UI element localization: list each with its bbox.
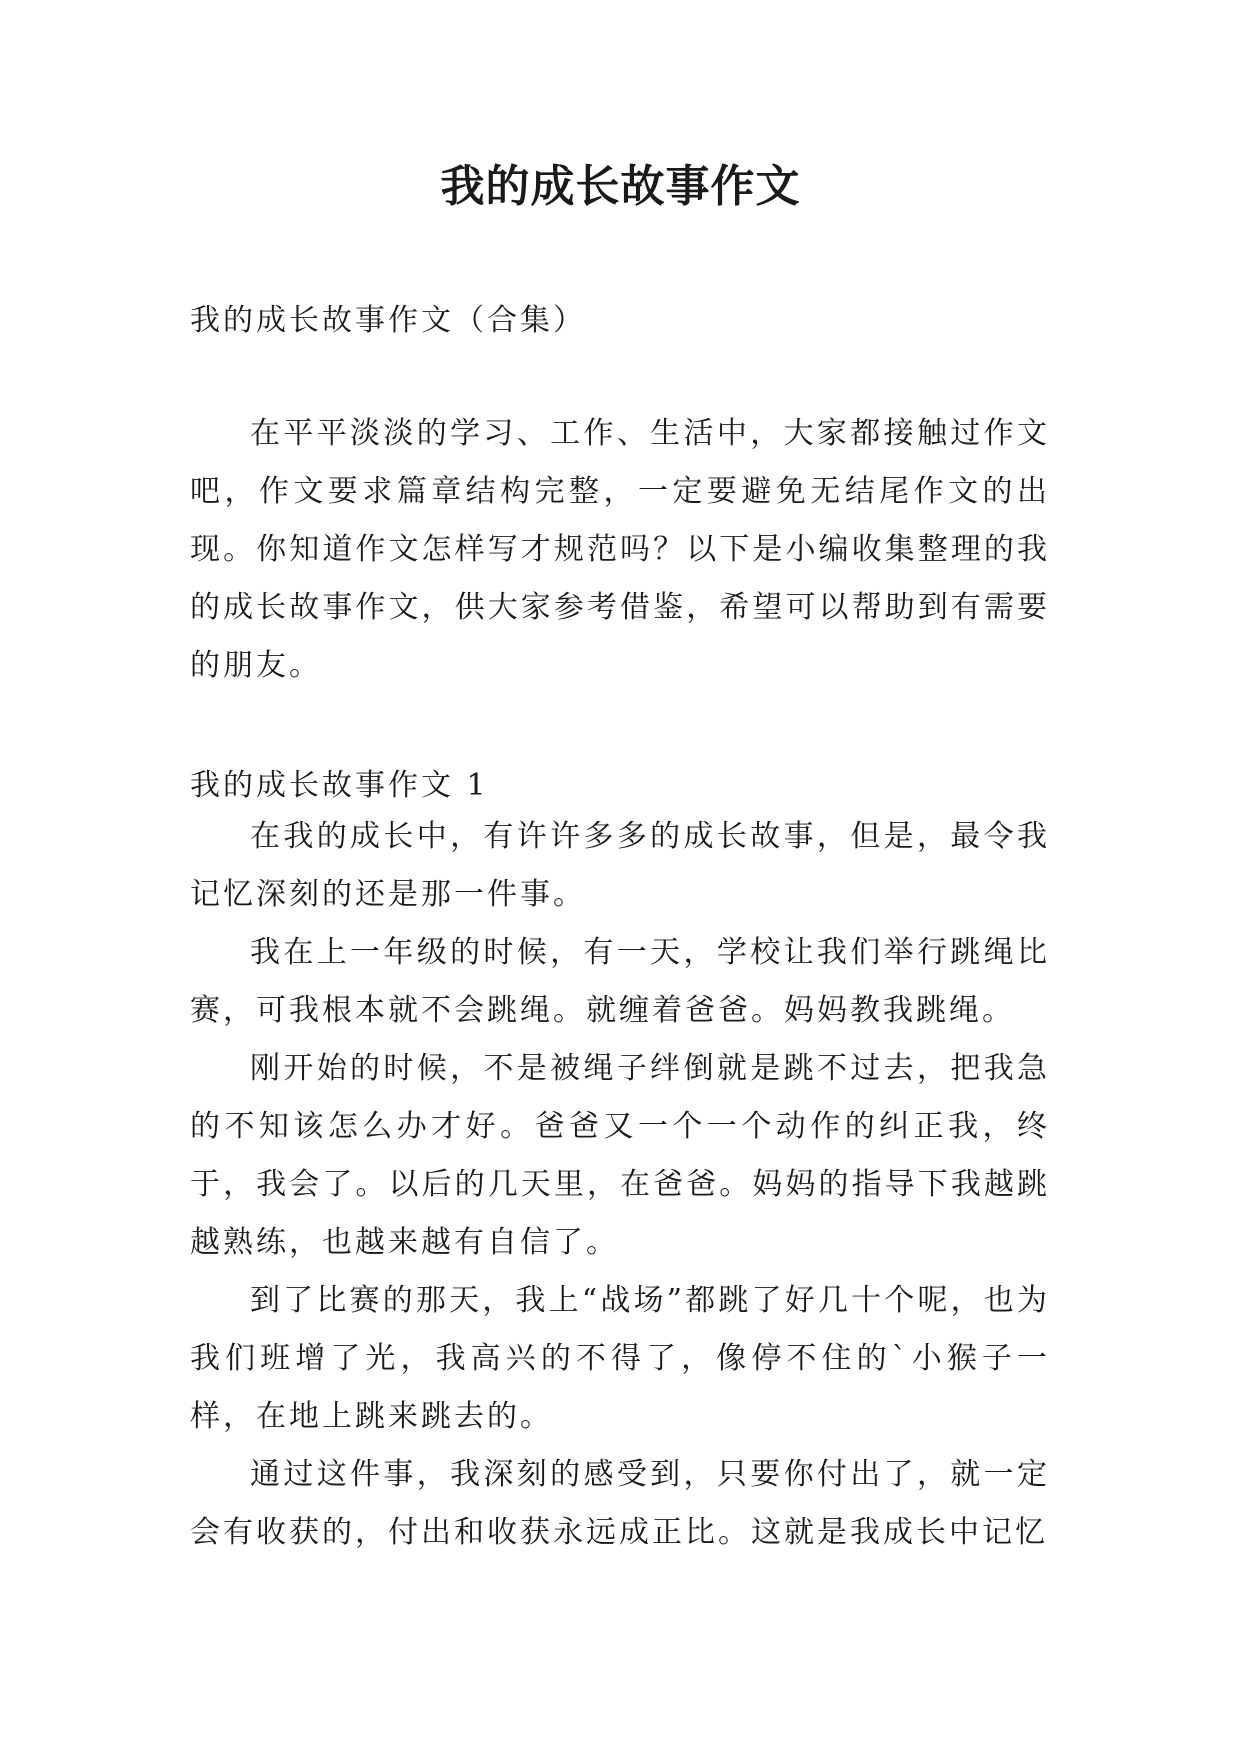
document-title: 我的成长故事作文 bbox=[440, 161, 801, 212]
story-paragraph-2: 我在上一年级的时候，有一天，学校让我们举行跳绳比赛，可我根本就不会跳绳。就缠着爸爸。妈妈教我跳绳。 bbox=[190, 935, 1050, 1028]
section-heading: 我的成长故事作文 1 bbox=[190, 768, 489, 803]
intro-paragraph: 在平平淡淡的学习、工作、生活中，大家都接触过作文吧，作文要求篇章结构完整，一定要避免无结尾作文的出现。你知道作文怎样写才规范吗？以下是小编收集整理的我的成长故事作文，供大家参考借鉴，希望可以帮助到有需要的朋友。 bbox=[190, 416, 1050, 683]
story-paragraph-3: 刚开始的时候，不是被绳子绊倒就是跳不过去，把我急的不知该怎么办才好。爸爸又一个一个动作的纠正我，终于，我会了。以后的几天里，在爸爸。妈妈的指导下我越跳越熟练，也越来越有自信了。 bbox=[190, 1051, 1050, 1260]
document-subtitle: 我的成长故事作文（合集） bbox=[190, 303, 586, 338]
story-paragraph-1: 在我的成长中，有许许多多的成长故事，但是，最令我记忆深刻的还是那一件事。 bbox=[190, 819, 1050, 912]
story-paragraph-5: 通过这件事，我深刻的感受到，只要你付出了，就一定会有收获的，付出和收获永远成正比。这就是我成长中记忆 bbox=[190, 1457, 1050, 1550]
intro-section bbox=[190, 405, 1050, 695]
story-paragraph-4: 到了比赛的那天，我上“战场”都跳了好几十个呢，也为我们班增了光，我高兴的不得了，像停不住的`小猴子一样，在地上跳来跳去的。 bbox=[190, 1283, 1050, 1434]
story-section bbox=[190, 808, 1050, 1562]
